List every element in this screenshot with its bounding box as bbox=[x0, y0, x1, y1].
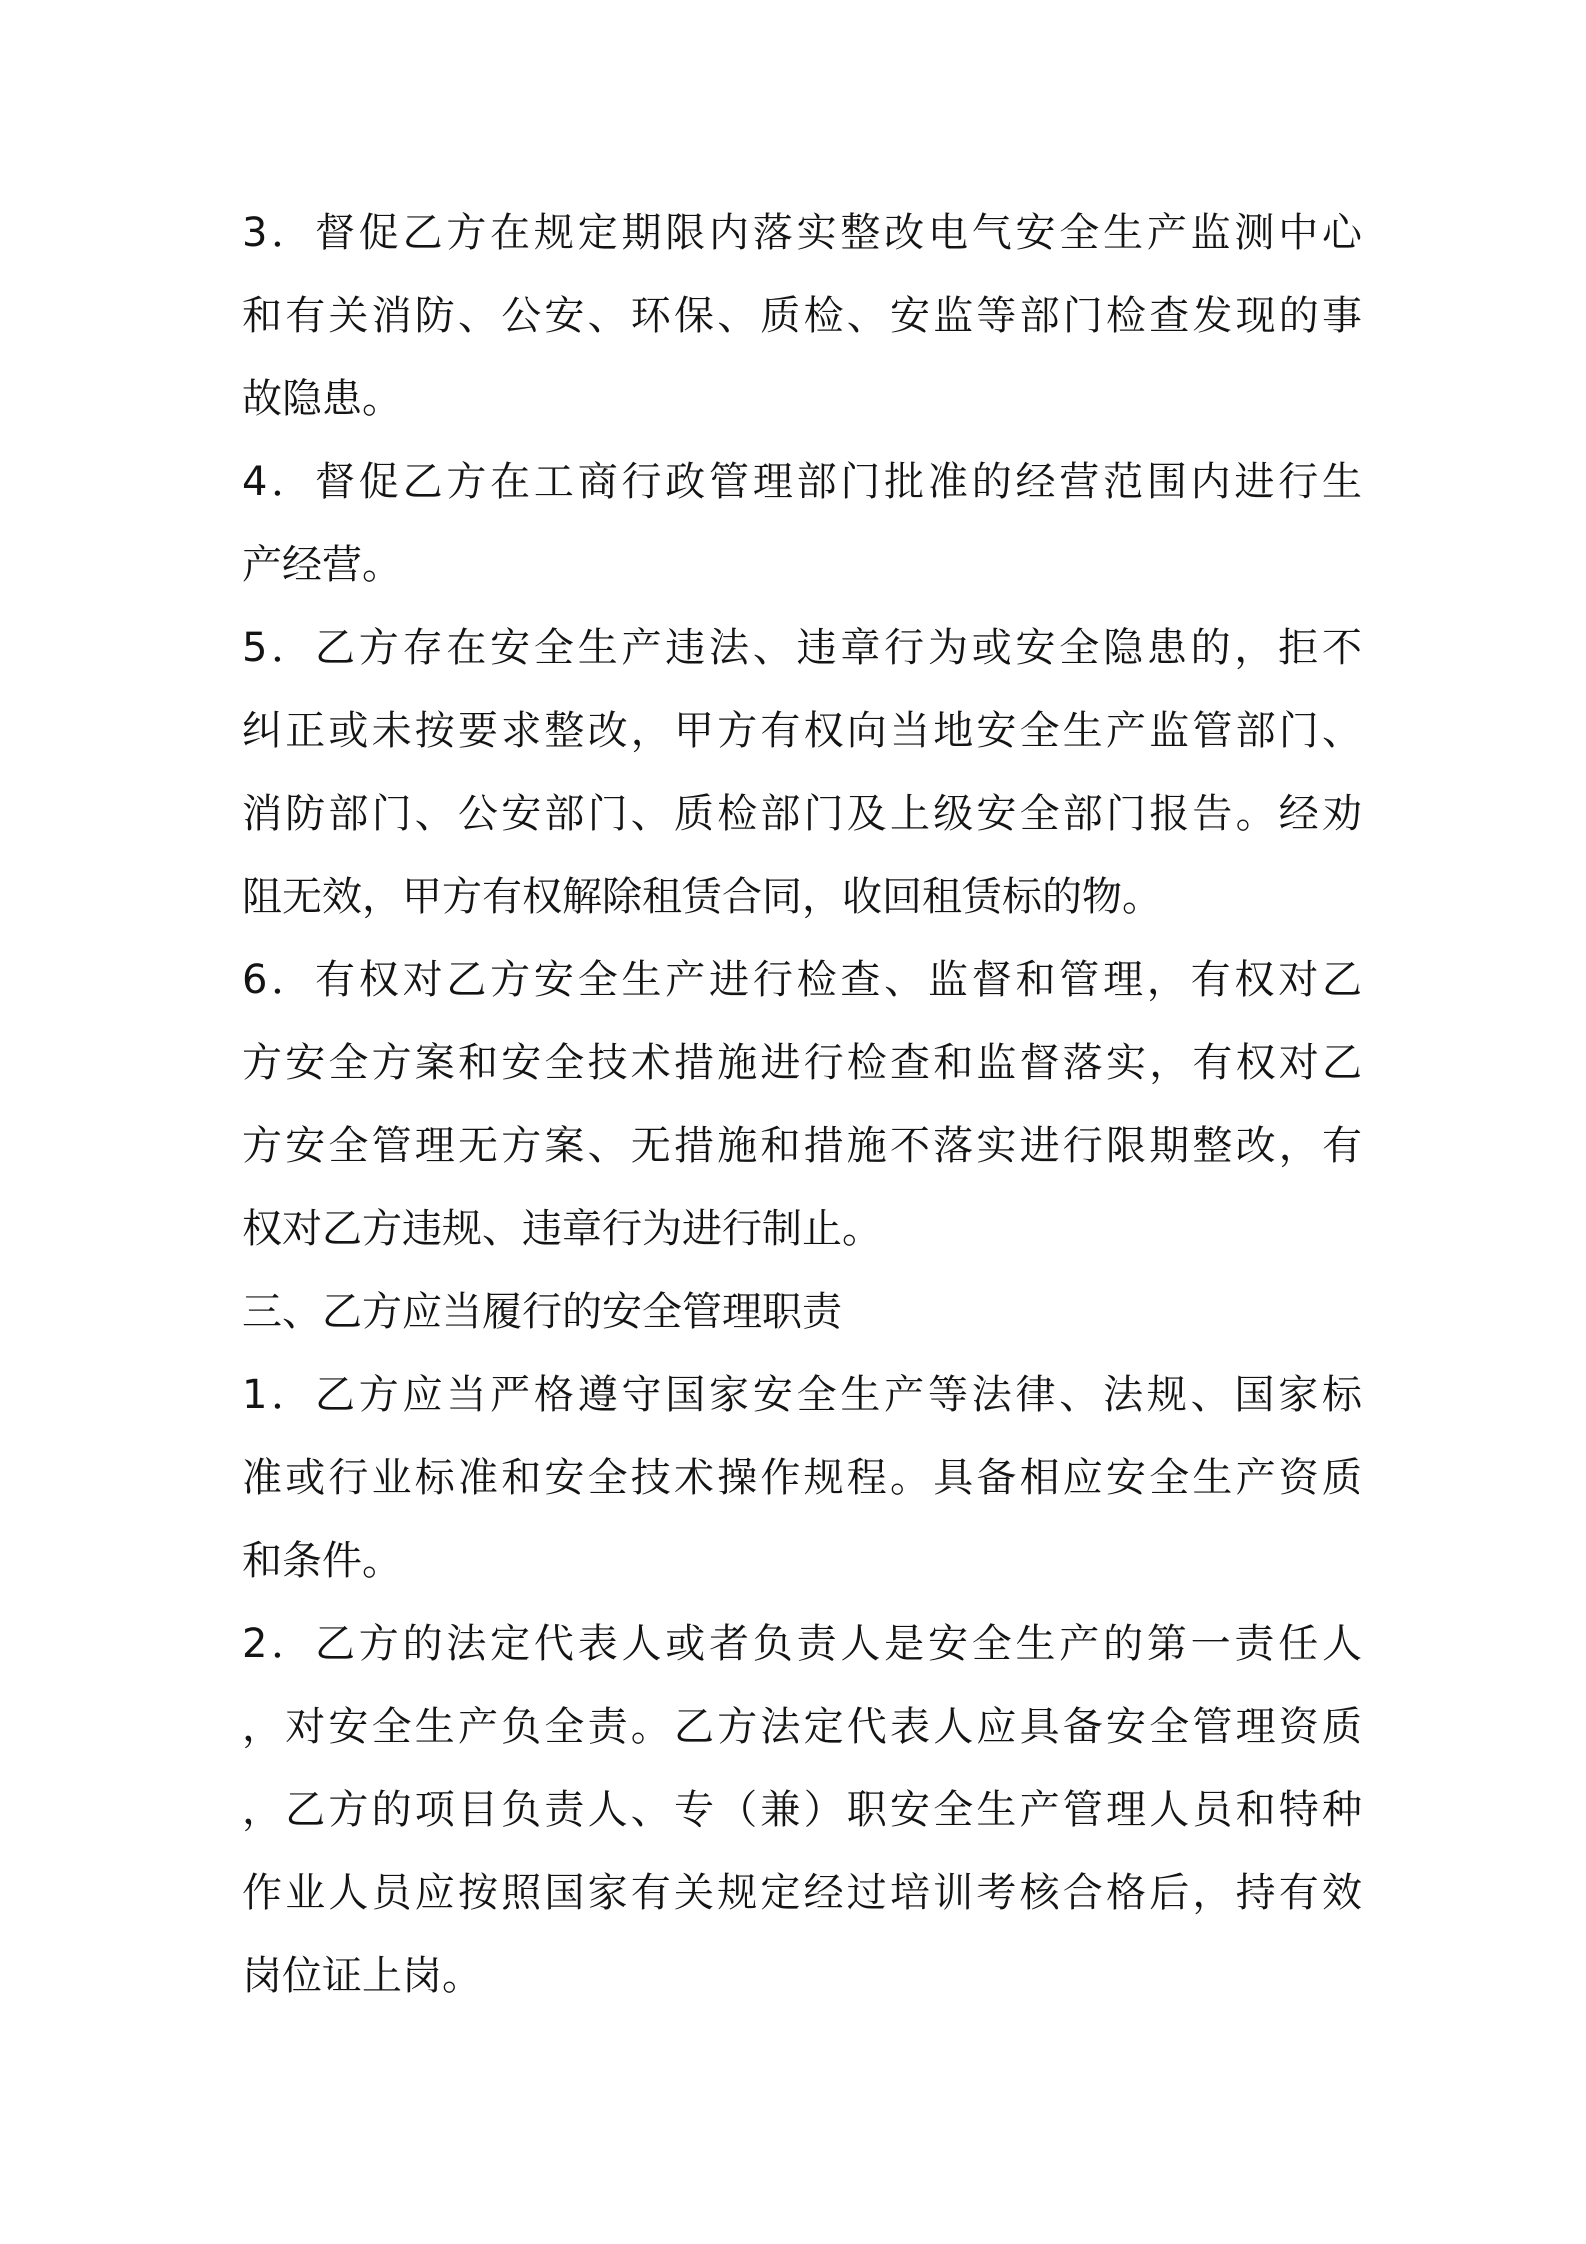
text-line: 4．督促乙方在工商行政管理部门批准的经营范围内进行生 bbox=[242, 459, 1362, 505]
text-line: ，对安全生产负全责。乙方法定代表人应具备安全管理资质 bbox=[242, 1704, 1362, 1750]
text-line: 方安全方案和安全技术措施进行检查和监督落实，有权对乙 bbox=[242, 1040, 1362, 1086]
text-line: 5．乙方存在安全生产违法、违章行为或安全隐患的，拒不 bbox=[242, 625, 1362, 671]
text-line: ，乙方的项目负责人、专（兼）职安全生产管理人员和特种 bbox=[242, 1787, 1362, 1833]
text-line: 阻无效，甲方有权解除租赁合同，收回租赁标的物。 bbox=[242, 874, 1162, 920]
text-line: 3．督促乙方在规定期限内落实整改电气安全生产监测中心 bbox=[242, 210, 1362, 256]
text-line: 和条件。 bbox=[242, 1538, 402, 1584]
text-line: 方安全管理无方案、无措施和措施不落实进行限期整改，有 bbox=[242, 1123, 1362, 1169]
text-line: 1．乙方应当严格遵守国家安全生产等法律、法规、国家标 bbox=[242, 1372, 1362, 1418]
text-line: 作业人员应按照国家有关规定经过培训考核合格后，持有效 bbox=[242, 1870, 1362, 1916]
text-line: 2．乙方的法定代表人或者负责人是安全生产的第一责任人 bbox=[242, 1621, 1362, 1667]
text-line: 产经营。 bbox=[242, 542, 402, 588]
section-heading: 三、乙方应当履行的安全管理职责 bbox=[242, 1289, 842, 1335]
text-line: 和有关消防、公安、环保、质检、安监等部门检查发现的事 bbox=[242, 293, 1362, 339]
document-body bbox=[242, 192, 1362, 2018]
text-line: 故隐患。 bbox=[242, 376, 402, 422]
text-line: 岗位证上岗。 bbox=[242, 1953, 482, 1999]
text-line: 准或行业标准和安全技术操作规程。具备相应安全生产资质 bbox=[242, 1455, 1362, 1501]
text-line: 6．有权对乙方安全生产进行检查、监督和管理，有权对乙 bbox=[242, 957, 1362, 1003]
text-line: 权对乙方违规、违章行为进行制止。 bbox=[242, 1206, 882, 1252]
text-line: 纠正或未按要求整改，甲方有权向当地安全生产监管部门、 bbox=[242, 708, 1362, 754]
text-line: 消防部门、公安部门、质检部门及上级安全部门报告。经劝 bbox=[242, 791, 1362, 837]
